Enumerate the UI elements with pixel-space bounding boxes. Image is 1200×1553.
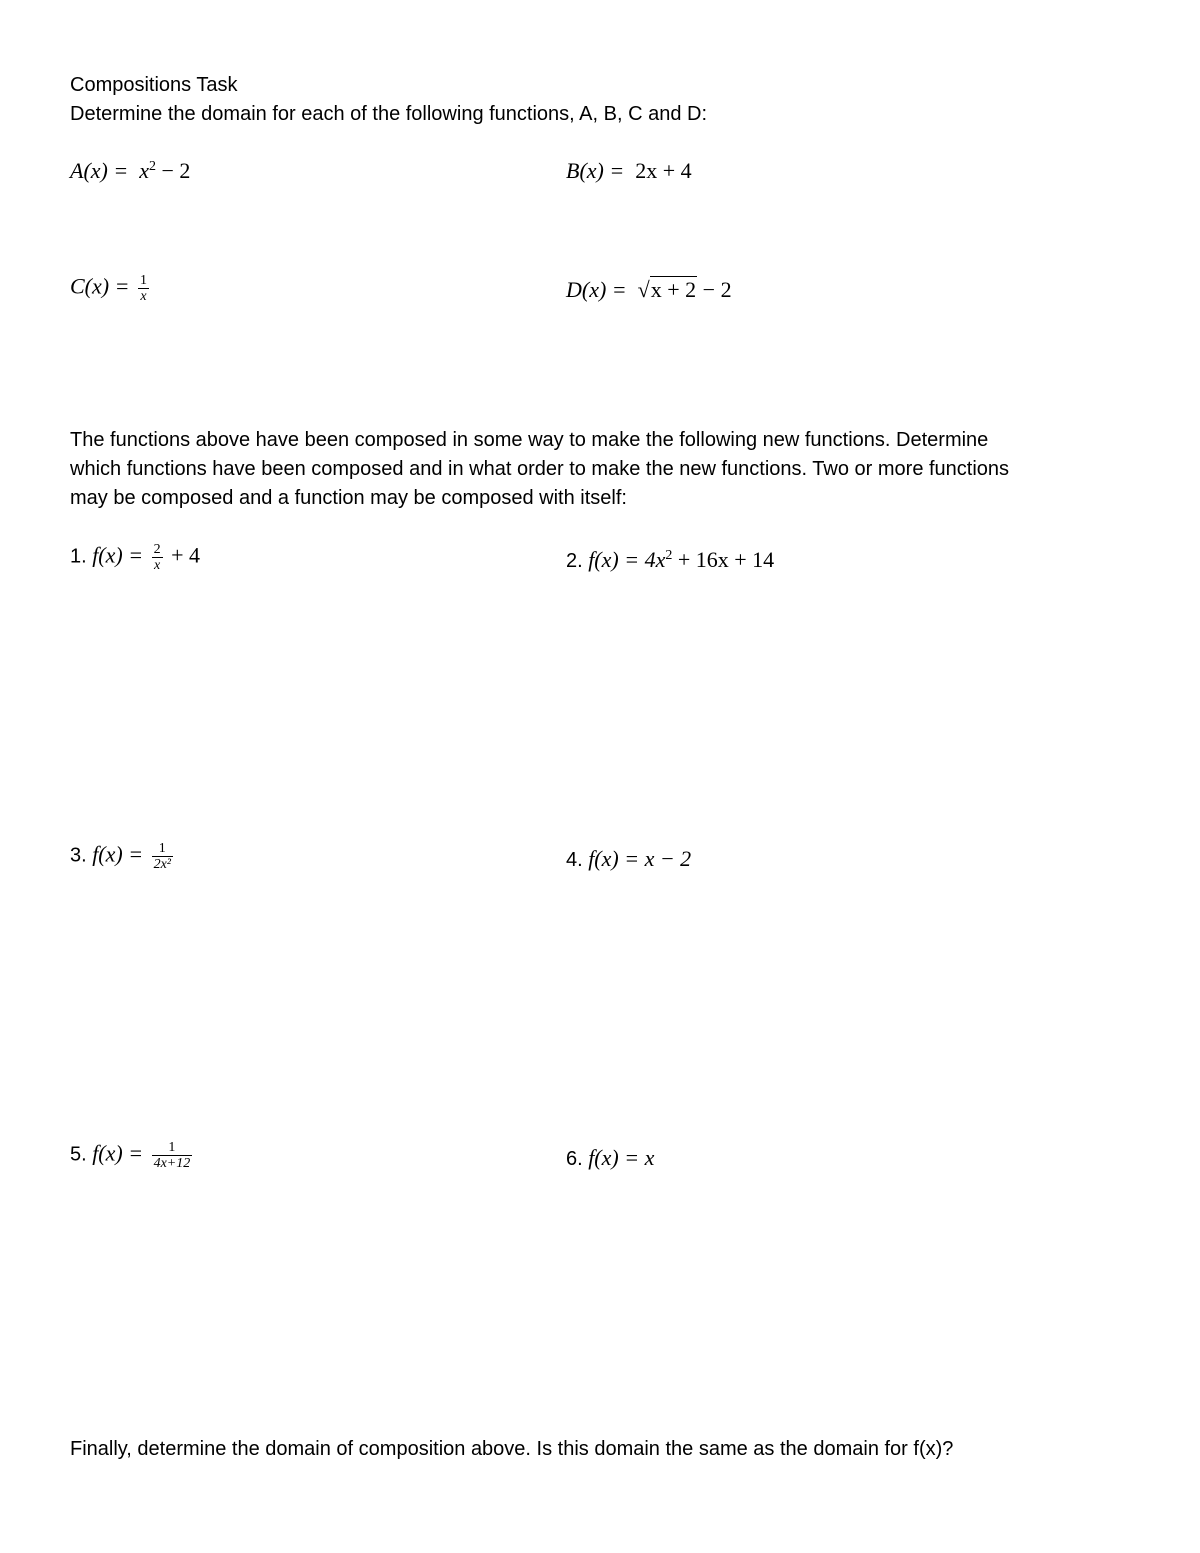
problem-3 (70, 841, 176, 872)
problem-2-lhs: f(x) = (588, 547, 640, 572)
function-c-denominator: x (140, 289, 147, 304)
problem-1-fraction (152, 542, 163, 573)
composition-intro-line-2: which functions have been composed and in what order to make the new functions. Two or more functions (70, 458, 1010, 480)
problem-5 (70, 1140, 195, 1171)
composition-intro-line-1: The functions above have been composed in some way to make the following new functions. Determine (70, 429, 989, 451)
composition-intro-line-3: may be composed and a function may be composed with itself: (70, 487, 627, 509)
problem-1-label: 1. (70, 545, 87, 568)
sqrt-icon: √ (637, 277, 650, 302)
problem-2-rest: + 16x + 14 (677, 547, 775, 572)
page-title: Compositions Task (70, 74, 238, 96)
problem-3-denominator: 2x² (153, 857, 171, 872)
function-a-exp: 2 (148, 159, 156, 174)
function-b-rhs: 2x + 4 (635, 158, 692, 183)
function-a-lhs: A(x) = (70, 158, 129, 183)
function-a-term: x (139, 158, 149, 183)
problem-4 (566, 846, 691, 872)
problem-3-numerator: 1 (152, 841, 173, 857)
final-question: Finally, determine the domain of composition above. Is this domain the same as the domain for f(x)? (70, 1438, 954, 1460)
function-d-rest: − 2 (702, 277, 732, 302)
problem-6-rhs: x (644, 1145, 655, 1170)
function-b-lhs: B(x) = (566, 158, 625, 183)
function-d-lhs: D(x) = (566, 277, 627, 302)
problem-6 (566, 1145, 654, 1171)
problem-5-numerator: 1 (152, 1140, 193, 1156)
problem-1-rest: + 4 (171, 542, 200, 568)
function-d (566, 277, 732, 303)
problem-6-label: 6. (566, 1148, 583, 1170)
problem-3-lhs: f(x) = (92, 841, 144, 867)
problem-1 (70, 542, 200, 573)
problem-2-label: 2. (566, 550, 583, 572)
domain-instruction: Determine the domain for each of the following functions, A, B, C and D: (70, 103, 708, 125)
function-a-rest: − 2 (161, 158, 191, 183)
problem-5-fraction (152, 1140, 193, 1171)
function-b (566, 158, 692, 184)
problem-4-label: 4. (566, 849, 583, 871)
problem-4-rhs: x − 2 (644, 846, 692, 871)
problem-6-lhs: f(x) = (588, 1145, 640, 1170)
problem-2-term: 4x (644, 547, 666, 572)
function-a (70, 158, 190, 184)
problem-2-exp: 2 (665, 548, 673, 563)
problem-5-lhs: f(x) = (92, 1140, 144, 1166)
function-c-lhs: C(x) = (70, 273, 130, 299)
problem-1-lhs: f(x) = (92, 542, 144, 568)
problem-5-denominator: 4x+12 (153, 1156, 191, 1171)
problem-3-fraction (152, 841, 173, 872)
function-c-fraction (138, 273, 149, 304)
function-c (70, 273, 152, 304)
problem-4-lhs: f(x) = (588, 846, 640, 871)
problem-5-label: 5. (70, 1143, 87, 1166)
problem-1-numerator: 2 (153, 542, 161, 557)
problem-3-label: 3. (70, 844, 87, 867)
function-c-numerator: 1 (139, 273, 147, 288)
problem-2 (566, 547, 774, 573)
problem-1-denominator: x (153, 558, 161, 573)
function-d-radicand: x + 2 (650, 277, 697, 302)
